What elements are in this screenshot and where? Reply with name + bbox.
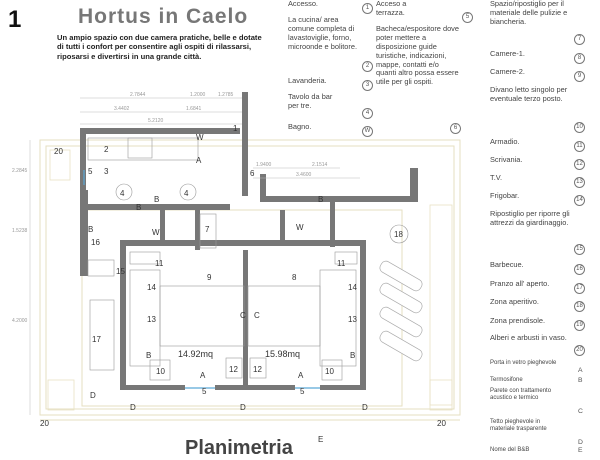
legend-item: Spazio/ripostiglio per il materiale delle pulizie e biancheria. [490,0,568,26]
svg-text:A: A [196,156,202,165]
svg-text:1.6841: 1.6841 [186,106,202,112]
legend-number: W [362,126,373,137]
intro-text: Un ampio spazio con due camera pratiche, belle e dotate di tutti i confort per consentire agli ospiti di rilassarsi, riposarsi e divertirsi in una grande città. [57,33,262,61]
svg-text:4.2000: 4.2000 [12,318,28,324]
svg-text:D: D [362,403,368,412]
svg-text:C: C [240,311,246,320]
legend-item: Frigobar. [490,191,520,200]
legend-item: Zona aperitivo. [490,297,539,306]
svg-text:14: 14 [348,283,357,292]
legend-item: Termosifone [490,377,523,383]
legend-column-3 [490,0,598,460]
svg-text:10: 10 [156,367,165,376]
svg-text:3: 3 [104,167,109,176]
legend-item: Porta in vetro pieghevole [490,360,557,366]
legend-item: Pranzo all' aperto. [490,279,550,288]
svg-text:A: A [200,371,206,380]
svg-text:A: A [298,371,304,380]
svg-text:13: 13 [147,315,156,324]
area-labels [178,349,300,359]
legend-number: 10 [574,122,585,133]
legend-item: Alberi e arbusti in vaso. [490,333,567,342]
svg-text:1.9400: 1.9400 [256,162,272,168]
svg-text:E: E [318,435,324,444]
svg-text:1.2785: 1.2785 [218,92,234,98]
legend-item: Tavolo da bar per tre. [288,92,333,110]
legend-number: 2 [362,61,373,72]
legend-number: 11 [574,141,585,152]
svg-text:D: D [130,403,136,412]
legend-item: Barbecue. [490,260,524,269]
svg-text:3.4402: 3.4402 [114,106,130,112]
legend-item: La cucina/ area comune completa di lavastoviglie, forno, microonde e bolitore. [288,15,358,51]
svg-text:2: 2 [104,145,109,154]
legend-item: Ripostiglio per riporre gli attrezzi da giardinaggio. [490,209,570,227]
legend-item: Bacheca/espositore dove poter mettere a disposizione guide turistiche, indicazioni, mappe, contatti e/o quanti altro possa essere utile per gli ospiti. [376,24,459,87]
sunbeds [378,259,424,362]
svg-text:3.4600: 3.4600 [296,172,312,178]
svg-text:14: 14 [147,283,156,292]
legend-number: 17 [574,283,585,294]
svg-text:12: 12 [253,365,262,374]
legend-item: Parete con trattamento acustico e termico [490,388,552,401]
svg-text:16: 16 [91,238,100,247]
svg-text:10: 10 [325,367,334,376]
svg-text:11: 11 [337,259,346,268]
svg-text:4: 4 [184,189,189,198]
svg-text:D: D [240,403,246,412]
svg-text:5: 5 [300,387,305,396]
svg-text:W: W [152,228,160,237]
legend-number: 12 [574,159,585,170]
svg-text:15.98mq: 15.98mq [265,349,301,359]
legend-number: 16 [574,264,585,275]
legend-item: Zona prendisole. [490,316,546,325]
legend-number: 20 [574,345,585,356]
svg-text:B: B [154,195,160,204]
legend-number: 13 [574,177,585,188]
legend-item: Armadio. [490,137,520,146]
page-title: Hortus in Caelo [78,5,249,28]
svg-text:B: B [136,203,142,212]
legend-letter: A [578,367,583,374]
svg-text:2.7844: 2.7844 [130,92,146,98]
footer-title: Planimetria [185,437,293,459]
svg-text:2.2845: 2.2845 [12,168,28,174]
svg-text:C: C [254,311,260,320]
legend-item: Nome del B&B [490,447,530,453]
svg-text:5.2120: 5.2120 [148,118,164,124]
sheet-number: 1 [8,6,22,33]
legend-number: 8 [574,53,585,64]
svg-text:1.5238: 1.5238 [12,228,28,234]
legend-letter: D [578,439,583,446]
legend-number: 15 [574,244,585,255]
svg-text:17: 17 [92,335,101,344]
svg-text:6: 6 [250,169,255,178]
legend-number: 9 [574,71,585,82]
svg-text:20: 20 [40,419,49,428]
legend-letter: E [578,447,583,454]
legend-number: 19 [574,320,585,331]
legend-column-2 [376,0,476,140]
legend-letter: B [578,377,583,384]
legend-number: 6 [450,123,461,134]
svg-text:14.92mq: 14.92mq [178,349,214,359]
legend-number: 14 [574,195,585,206]
legend-item: Lavanderia. [288,76,327,85]
svg-text:1.2000: 1.2000 [190,92,206,98]
legend-item: Tetto pieghevole in materiale trasparente [490,419,547,432]
svg-text:2.1514: 2.1514 [312,162,328,168]
svg-text:13: 13 [348,315,357,324]
svg-text:B: B [350,351,356,360]
legend-item: Bagno. [288,122,312,131]
svg-text:W: W [296,223,304,232]
svg-text:18: 18 [394,230,403,239]
svg-text:5: 5 [202,387,207,396]
svg-text:B: B [146,351,152,360]
svg-text:20: 20 [437,419,446,428]
svg-text:9: 9 [207,273,212,282]
legend-number: 1 [362,3,373,14]
legend-item: Camere-2. [490,67,525,76]
svg-text:B: B [88,225,94,234]
svg-text:4: 4 [120,189,125,198]
svg-text:D: D [90,391,96,400]
legend-letter: C [578,408,583,415]
svg-text:8: 8 [292,273,297,282]
legend-item: T.V. [490,173,503,182]
svg-text:12: 12 [229,365,238,374]
legend-number: 7 [574,34,585,45]
legend-number: 4 [362,108,373,119]
legend-column-1 [288,0,372,140]
svg-text:11: 11 [155,259,164,268]
legend-item: Acceso a terrazza. [376,0,407,17]
svg-text:5: 5 [88,167,93,176]
legend-number: 3 [362,80,373,91]
svg-text:20: 20 [54,147,63,156]
legend-number: 5 [462,12,473,23]
legend-item: Scrivania. [490,155,523,164]
legend-item: Accesso. [288,0,318,8]
svg-text:7: 7 [205,225,210,234]
svg-text:W: W [196,133,204,142]
legend-number: 18 [574,301,585,312]
svg-text:1: 1 [233,124,238,133]
svg-text:15: 15 [116,267,125,276]
legend-item: Camere-1. [490,49,525,58]
svg-text:B: B [318,195,324,204]
legend-item: Divano letto singolo per eventuale terzo posto. [490,85,568,103]
